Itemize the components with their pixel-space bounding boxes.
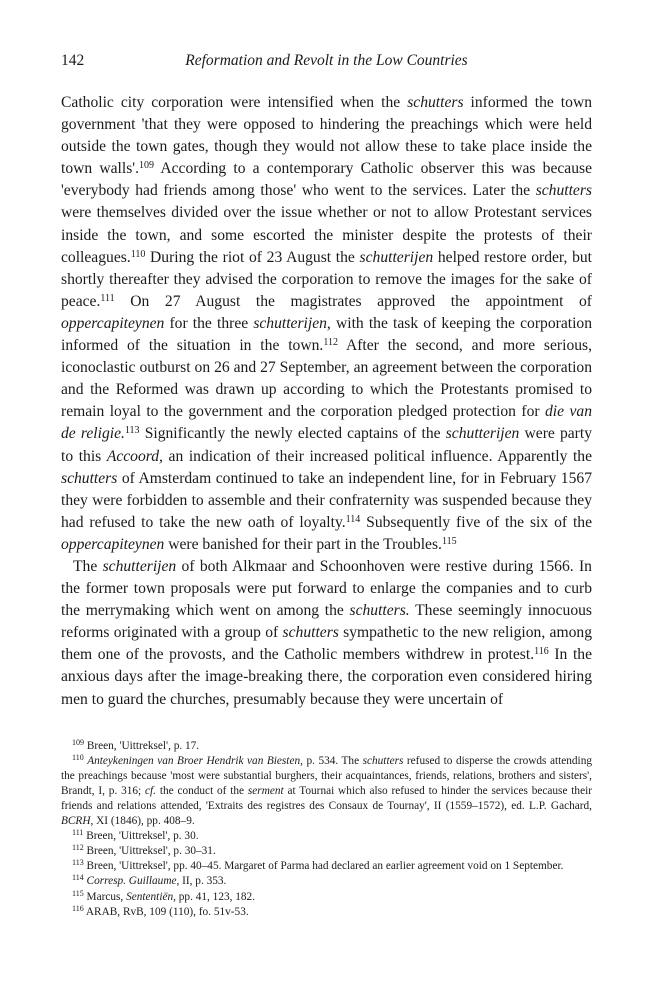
italic-term: cf. (145, 784, 156, 797)
text-run: an indication of their increased political influence. Apparently the (162, 447, 592, 465)
footnote-marker: 109 (72, 737, 84, 747)
text-run: Breen, 'Uittreksel', p. 30–31. (83, 845, 216, 858)
running-header (61, 52, 592, 74)
footnote-marker: 113 (124, 425, 140, 437)
italic-term: Anteykeningen van Broer Hendrik van Biesten, (87, 754, 303, 767)
italic-term: schutters. (349, 602, 410, 620)
italic-term: Sententiën, (126, 890, 176, 903)
footnote-marker: 114 (345, 513, 361, 525)
footnote-marker: 113 (72, 858, 84, 868)
text-run: helped restore order, but shortly thereafter they advised the corporation to remove the images for the sake of peace. (61, 248, 592, 310)
footnote-marker: 111 (100, 292, 115, 304)
page-number: 142 (61, 52, 85, 69)
footnote-marker: 115 (441, 535, 457, 547)
footnote-marker: 114 (72, 873, 84, 883)
text-run: Breen, 'Uittreksel', pp. 40–45. Margaret of Parma had declared an earlier agreement void on 1 September. (83, 860, 564, 873)
footnote-marker: 111 (72, 828, 84, 838)
text-run: informed the town government 'that they were opposed to hindering the preachings which were held outside the town gates, though they would not allow these to take place inside the town walls'. (61, 94, 592, 178)
italic-term: schutters (282, 624, 339, 642)
text-run: were party to this (61, 425, 592, 465)
italic-term: schutterijen (359, 248, 434, 266)
italic-term: die van de religie. (61, 403, 592, 443)
text-run: These seemingly innocuous reforms originated with a group of (61, 602, 592, 642)
text-run: were banished for their part in the Troubles. (164, 535, 442, 553)
text-run: In the anxious days after the image-breaking there, the corporation even considered hiring men to guard the churches, presumably because they were uncertain of (61, 646, 592, 708)
italic-term: serment (247, 784, 284, 797)
text-run: for the three (164, 314, 254, 332)
text-run: p. 534. The (302, 754, 363, 767)
text-run: with the task of keeping the corporation informed of the situation in the town. (61, 314, 592, 355)
italic-term: schutters (407, 94, 464, 111)
footnote-marker: 109 (139, 160, 155, 172)
main-text (61, 92, 592, 711)
footnotes (61, 739, 592, 920)
text-run: During the riot of 23 August the (145, 248, 360, 266)
text-run: of Amsterdam continued to take an independent line, for in February 1567 they were forbidden to assemble and their confraternity was suspended because they had refused to take the new oath of loyalty. (61, 469, 592, 531)
text-run: pp. 41, 123, 182. (175, 890, 256, 903)
text-run: On 27 August the magistrates approved the appointment of (114, 292, 592, 310)
footnote (61, 739, 592, 754)
footnote-marker: 110 (72, 752, 84, 762)
text-run: at Tournai which also refused to hinder the services because their friends and relations attended, 'Extraits des registres des Consaux de Tournay', II (1559–1572), ed. L.P. Gachard, (61, 784, 592, 812)
footnote (61, 829, 592, 844)
text-run: were themselves divided over the issue whether or not to allow Protestant services inside the town, and some escorted the minister despite the protests of their colleagues. (61, 204, 592, 266)
text-run: Breen, 'Uittreksel', p. 17. (84, 739, 200, 752)
footnote (61, 874, 592, 889)
italic-term: schutterijen (102, 557, 177, 575)
text-run: Marcus, (83, 890, 127, 903)
text-run: the conduct of the (156, 784, 248, 797)
text-run: sympathetic to the new religion, among them one of the provosts, and the Catholic members withdrew in protest. (61, 624, 592, 664)
italic-term: schutterijen (445, 425, 520, 443)
italic-term: Accoord, (106, 447, 163, 465)
italic-term: schutters (535, 182, 592, 200)
paragraph (61, 92, 592, 556)
footnote (61, 905, 592, 920)
footnote-marker: 115 (72, 888, 84, 898)
italic-term: BCRH, (61, 815, 94, 828)
text-run: refused to disperse the crowds attending the preachings because 'most were substantial burghers, their acquaintances, friends, relations, brothers and sisters', Brandt, I, p. 316; (61, 754, 592, 797)
footnote-marker: 112 (72, 843, 84, 853)
paragraph (61, 556, 592, 711)
text-run: ARAB, RvB, 109 (110), fo. 51v-53. (83, 905, 249, 918)
footnote-marker: 116 (72, 903, 84, 913)
italic-term: oppercapiteynen (61, 314, 165, 332)
text-run: II, p. 353. (179, 875, 227, 888)
italic-term: schutters (61, 469, 118, 487)
text-run: Significantly the newly elected captains of the (139, 425, 446, 443)
text-run: Subsequently five of the six of the (360, 513, 592, 531)
footnote (61, 859, 592, 874)
footnote-marker: 116 (534, 646, 549, 658)
footnote-marker: 110 (130, 248, 146, 260)
text-run: XI (1846), pp. 408–9. (93, 815, 195, 828)
text-run: After the second, and more serious, iconoclastic outburst on 26 and 27 September, an agreement between the corporation and the Reformed was drawn up according to which the Protestants promised to remain loyal to the government and the corporation pledged protection for (61, 337, 592, 421)
text-run: of both Alkmaar and Schoonhoven were restive during 1566. In the former town proposals were put forward to enlarge the companies and to curb the merrymaking which went on among the (61, 557, 592, 620)
italic-term: schutterijen, (253, 314, 331, 332)
footnote-marker: 112 (323, 337, 338, 349)
footnote (61, 754, 592, 829)
italic-term: Corresp. Guillaume, (86, 875, 180, 888)
text-run: Breen, 'Uittreksel', p. 30. (83, 830, 199, 843)
footnote (61, 844, 592, 859)
italic-term: oppercapiteynen (61, 535, 165, 553)
running-title: Reformation and Revolt in the Low Countries (185, 52, 468, 69)
text-run: According to a contemporary Catholic observer this was because 'everybody had friends among those' who went to the services. Later the (61, 160, 592, 200)
footnote (61, 890, 592, 905)
text-run: The (73, 557, 103, 575)
text-run: Catholic city corporation were intensified when the (61, 94, 408, 111)
italic-term: schutters (362, 754, 404, 767)
